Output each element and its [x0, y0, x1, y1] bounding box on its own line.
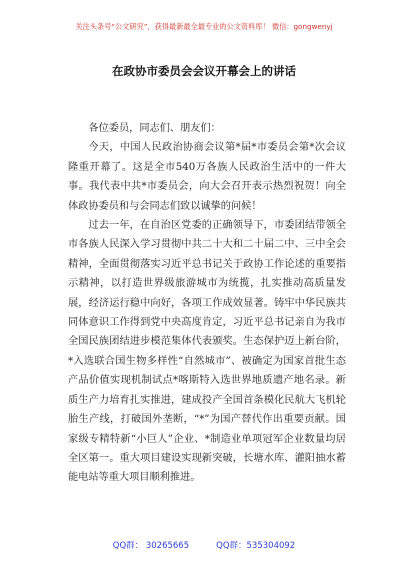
footer-contact: QQ群： 30265665 QQ群：535304092 [112, 541, 296, 551]
document-title: 在政协市委员会会议开幕会上的讲话 [112, 64, 296, 78]
paragraph-1: 今天，中国人民政治协商会议第*届*市委员会第*次会议隆重开幕了。这是全市540万各族人民政治生活中的一件大事。我代表中共*市委员会，向大会召开表示热烈祝贺！向全体政协委员和与会同志们致以诚挚的问候！ [68, 142, 346, 212]
document-body [68, 119, 346, 488]
salutation: 各位委员，同志们、朋友们： [88, 123, 221, 134]
header-banner: 关注头条号“公文研究”，获得最新最全最专业的公文资料库！ 微信：gongwenyj [75, 22, 333, 31]
paragraph-2: 过去一年，在自治区党委的正确领导下，市委团结带领全市各族人民深入学习贯彻中共二十大和二十届二中、三中全会精神，全面贯彻落实习近平总书记关于政协工作论述的重要指示精神，以打造世界级旅游城市为统揽，扎实推动高质量发展，经济运行稳中向好，各项工作成效显著。铸牢中华民族共同体意识工作得到党中央高度肯定，习近平总书记亲自为我市全国民族团结进步模范集体代表颁奖。生态保护迈上新台阶，*入选联合国生物多样性“自然城市”、被确定为国家首批生态产品价值实现机制试点*喀斯特入选世界地质遗产地名录。新质生产力培育扎实推进，建成投产全国首条模化民航大飞机轮胎生产线，打破国外垄断，“*”为国产替代作出重要贡献。国家级专精特新“小巨人”企业、*制造业单项冠军企业数量均居全区第一。重大项目建设实现新突破，长塘水库、灌阳抽水蓄能电站等重大项目顺利推进。 [68, 220, 346, 484]
